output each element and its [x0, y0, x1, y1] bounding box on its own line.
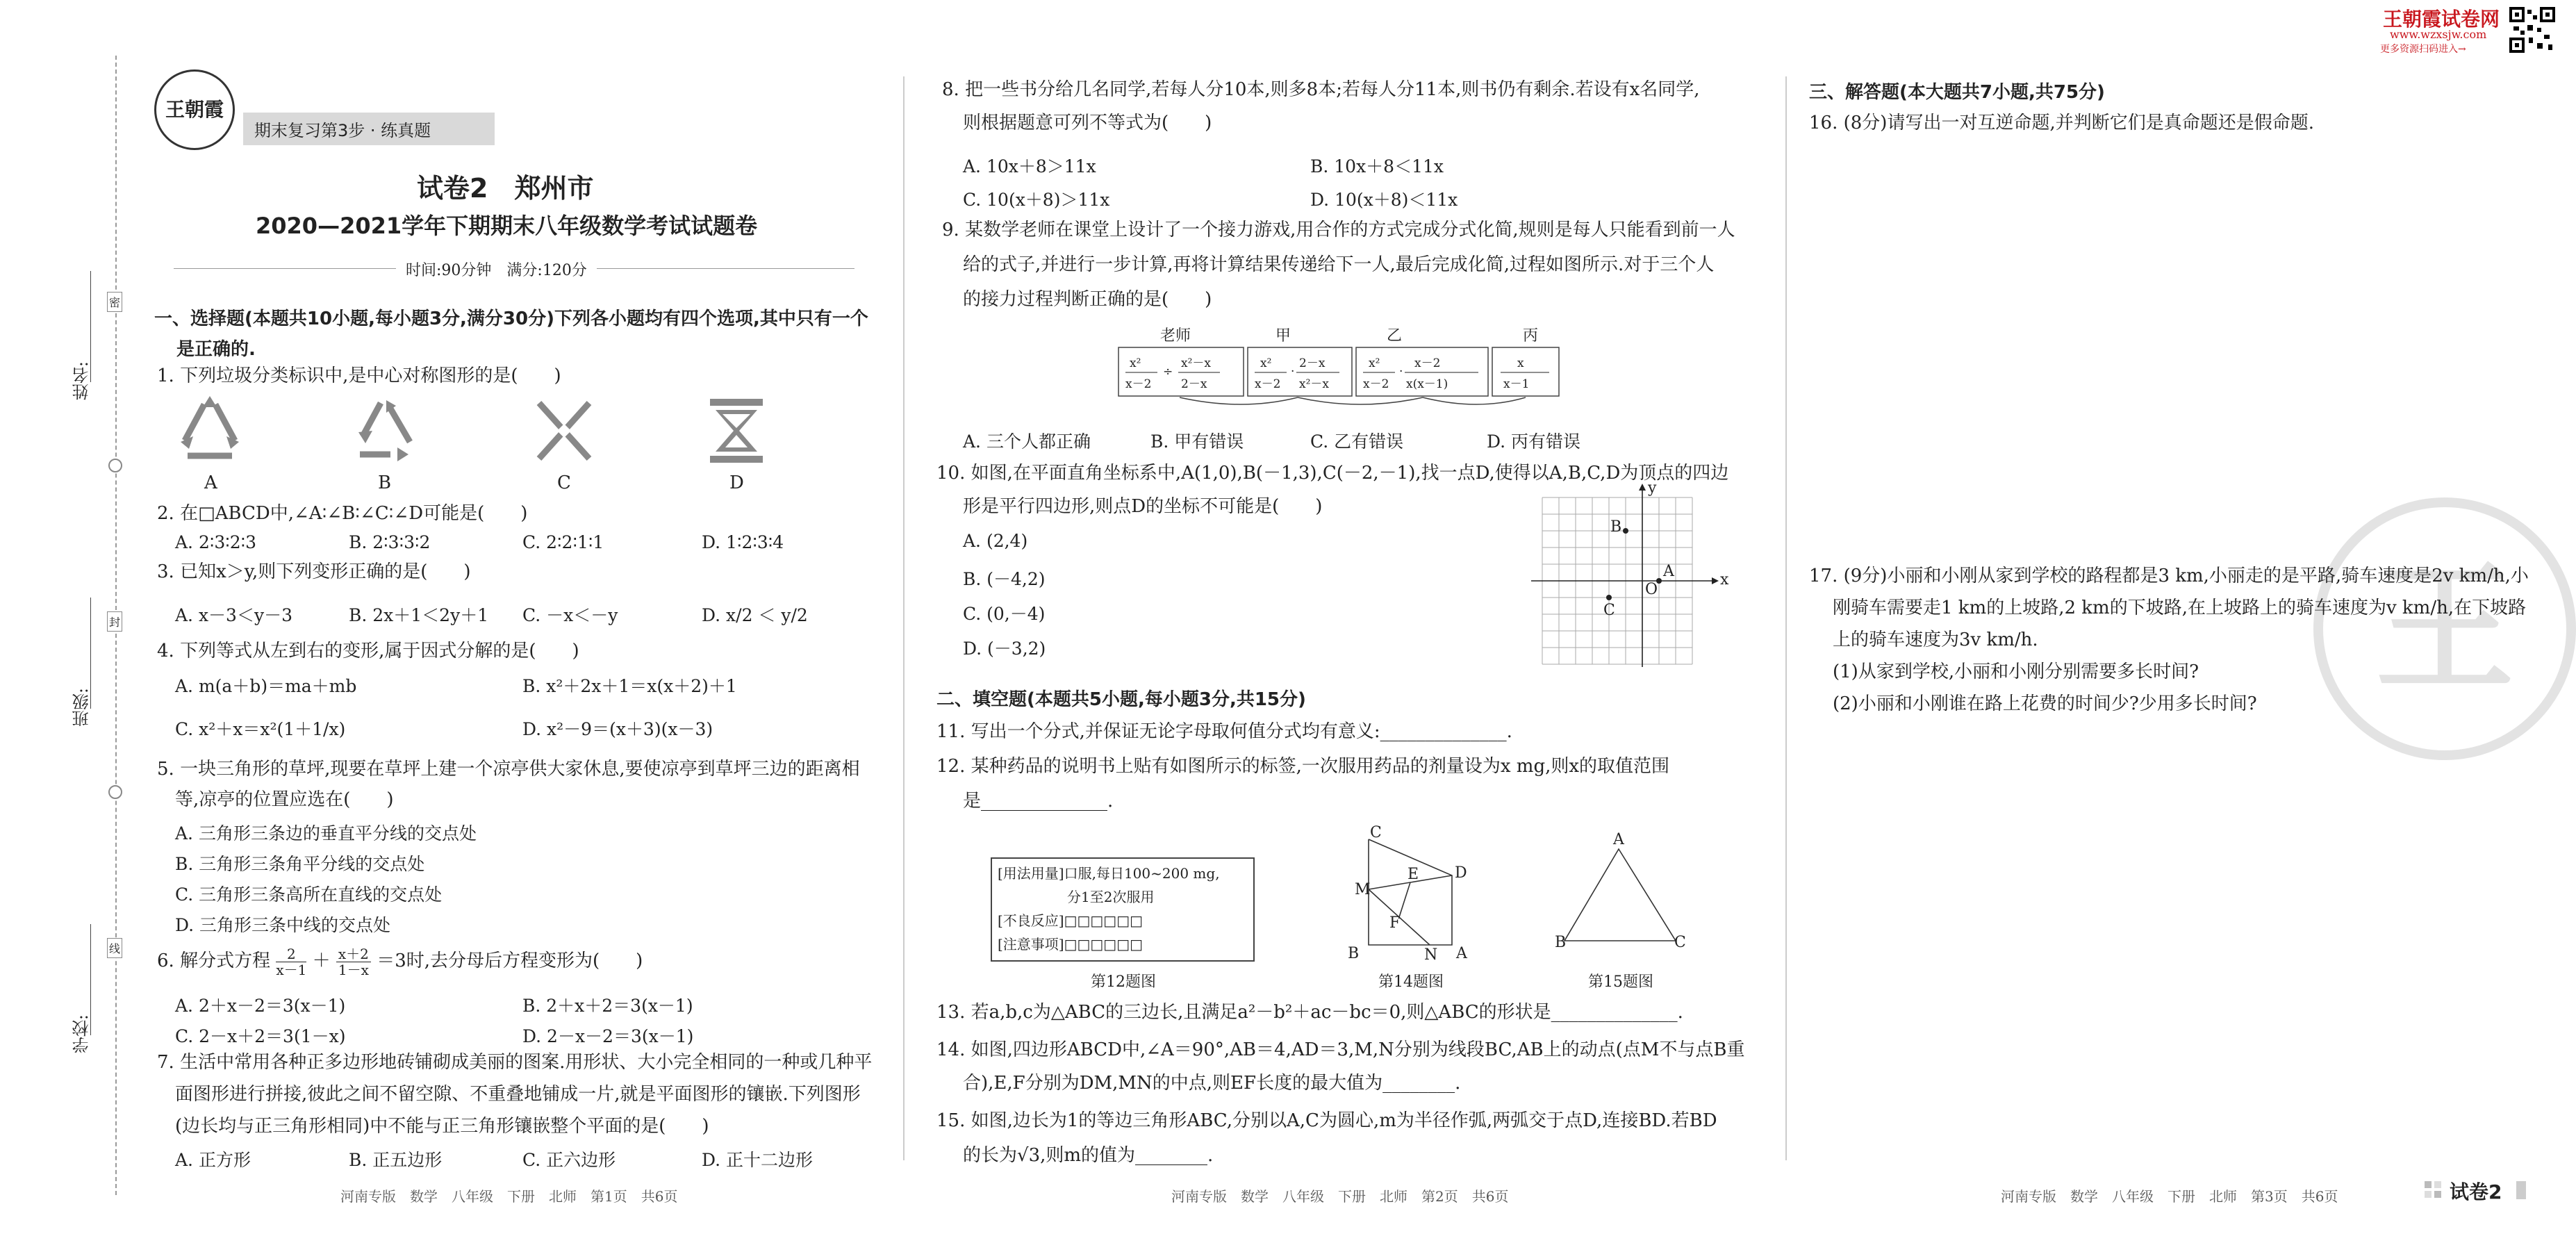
svg-text:·: ·	[1399, 365, 1403, 379]
q9-option-c: C. 乙有错误	[1310, 431, 1404, 452]
svg-text:x－2: x－2	[1414, 356, 1441, 370]
q6-option-d: D. 2－x－2＝3(x－1)	[522, 1026, 694, 1046]
seal-mark: 线	[107, 938, 122, 958]
q8-option-d: D. 10(x＋8)＜11x	[1310, 190, 1458, 210]
q12-caption: 第12题图	[1091, 973, 1156, 991]
section1-heading: 一、选择题(本题共10小题,每小题3分,满分30分)下列各小题均有四个选项,其中只有一个	[154, 308, 868, 329]
q9-role-teacher: 老师	[1160, 327, 1191, 345]
q6-equation-tail: ＝3时,去分母后方程变形为( )	[377, 950, 643, 971]
seal-mark: 封	[107, 611, 122, 632]
binding-hole	[108, 459, 122, 472]
q12-label-line: 分1至2次服用	[1067, 889, 1155, 905]
svg-text:x(x－1): x(x－1)	[1406, 377, 1448, 391]
q5-text: 5. 一块三角形的草坪,现要在草坪上建一个凉亭供大家休息,要使凉亭到草坪三边的距离相	[157, 759, 860, 780]
q9-role-yi: 乙	[1387, 327, 1403, 345]
section3-heading: 三、解答题(本大题共7小题,共75分)	[1809, 82, 2105, 103]
column-divider	[1785, 76, 1787, 1160]
q4-option-c: C. x²＋x＝x²(1＋1/x)	[175, 719, 346, 739]
class-blank	[90, 598, 91, 709]
q17-part-2: (2)小丽和小刚谁在路上花费的时间少?少用多长时间?	[1833, 693, 2257, 714]
q15-text-cont: 的长为√3,则m的值为________.	[963, 1145, 1214, 1166]
q1-option-a-label: A	[204, 472, 217, 493]
svg-text:x－1: x－1	[1503, 377, 1530, 391]
q12-label-line: [用法用量]口服,每日100~200 mg,	[998, 865, 1220, 882]
exam-meta: 时间:90分钟 满分:120分	[396, 258, 597, 280]
q9-relay-diagram	[1117, 345, 1562, 411]
q10-coordinate-grid	[1528, 484, 1730, 668]
svg-text:x²－x: x²－x	[1299, 377, 1329, 391]
q10-point-c-label: C	[1603, 602, 1615, 619]
q10-point-a-label: A	[1663, 563, 1674, 580]
q6-text	[157, 945, 643, 978]
q15-text: 15. 如图,边长为1的等边三角形ABC,分别以A,C为圆心,m为半径作弧,两弧交于点D,连接BD.若BD	[936, 1110, 1717, 1131]
q14-point-m-label: M	[1355, 881, 1371, 898]
q9-option-b: B. 甲有错误	[1150, 431, 1244, 452]
q10-y-axis-label: y	[1648, 479, 1657, 497]
q17-text-cont: 刚骑车需要走1 km的上坡路,2 km的下坡路,在上坡路上的骑车速度为v km/h,在下坡路	[1833, 598, 2527, 618]
q6-option-a: A. 2＋x－2＝3(x－1)	[175, 996, 346, 1016]
q5-option-c: C. 三角形三条高所在直线的交点处	[175, 884, 443, 905]
q14-text: 14. 如图,四边形ABCD中,∠A＝90°,AB＝4,AD＝3,M,N分别为线段BC,AB上的动点(点M不与点B重	[936, 1039, 1745, 1060]
q6-fraction-1	[276, 946, 306, 978]
page-footer: 河南专版 数学 八年级 下册 北师 第3页 共6页	[2001, 1188, 2338, 1205]
q3-option-c: C. －x＜－y	[522, 605, 618, 625]
svg-text:·: ·	[1291, 365, 1295, 379]
brand-name: 王朝霞试卷网	[2383, 8, 2500, 31]
q4-option-d: D. x²－9＝(x＋3)(x－3)	[522, 719, 713, 739]
svg-text:x²－x: x²－x	[1181, 356, 1211, 370]
q9-text-cont: 的接力过程判断正确的是( )	[963, 289, 1212, 310]
q17-text: 17. (9分)小丽和小刚从家到学校的路程都是3 km,小丽走的是平路,骑车速度是2v km/h,小	[1809, 566, 2529, 586]
q3-option-a: A. x－3＜y－3	[175, 605, 292, 625]
q9-role-jia: 甲	[1275, 327, 1291, 345]
svg-text:x²: x²	[1369, 356, 1380, 370]
recycle-a-icon	[175, 396, 245, 466]
q8-option-a: A. 10x＋8＞11x	[963, 156, 1096, 176]
q12-text: 12. 某种药品的说明书上贴有如图所示的标签,一次服用药品的剂量设为x mg,则x的取值范围	[936, 756, 1670, 777]
q3-option-d: D. x/2 ＜ y/2	[702, 605, 808, 625]
page-footer: 河南专版 数学 八年级 下册 北师 第2页 共6页	[1171, 1188, 1509, 1205]
q10-origin-label: O	[1645, 581, 1658, 598]
q14-point-n-label: N	[1424, 946, 1438, 964]
page-footer: 河南专版 数学 八年级 下册 北师 第1页 共6页	[340, 1188, 678, 1205]
q17-text-cont: 上的骑车速度为3v km/h.	[1833, 629, 2038, 650]
q7-option-d: D. 正十二边形	[702, 1150, 814, 1170]
q6-prefix: 6. 解分式方程	[157, 950, 271, 971]
q14-text-cont: 合),E,F分别为DM,MN的中点,则EF长度的最大值为________.	[963, 1073, 1461, 1094]
q7-text-cont: (边长均与正三角形相同)中不能与正三角形镶嵌整个平面的是( )	[175, 1116, 709, 1137]
q10-option-c: C. (0,－4)	[963, 604, 1046, 624]
q5-option-a: A. 三角形三条边的垂直平分线的交点处	[175, 823, 477, 843]
paper-title: 试卷2 郑州市	[417, 173, 594, 204]
svg-text:x: x	[1517, 356, 1524, 370]
school-blank	[90, 924, 91, 1035]
q4-text: 4. 下列等式从左到右的变形,属于因式分解的是( )	[157, 641, 579, 661]
q10-text-cont: 形是平行四边形,则点D的坐标不可能是( )	[963, 496, 1323, 517]
q14-point-e-label: E	[1407, 866, 1419, 883]
svg-text:x²: x²	[1130, 356, 1141, 370]
q16-text: 16. (8分)请写出一对互逆命题,并判断它们是真命题还是假命题.	[1809, 113, 2314, 133]
q14-point-c-label: C	[1370, 824, 1382, 841]
q10-point-b-label: B	[1610, 518, 1622, 536]
q6-plus: ＋	[312, 950, 331, 971]
q10-option-a: A. (2,4)	[963, 531, 1028, 551]
seal-mark: 密	[107, 292, 122, 312]
svg-text:x－2: x－2	[1255, 377, 1281, 391]
q1-option-c-label: C	[557, 472, 571, 493]
svg-text:2－x: 2－x	[1299, 356, 1326, 370]
q6-fraction-2	[336, 946, 371, 978]
q15-point-a-label: A	[1613, 831, 1624, 848]
q7-text: 7. 生活中常用各种正多边形地砖铺砌成美丽的图案.用形状、大小完全相同的一种或几种平	[157, 1052, 873, 1073]
school-label: 学校:	[72, 1014, 92, 1054]
q2-option-a: A. 2∶3∶2∶3	[175, 532, 257, 552]
q4-option-b: B. x²＋2x＋1＝x(x＋2)＋1	[522, 676, 737, 696]
q12-label-line: [注意事项]□□□□□□	[998, 936, 1143, 953]
q11-text: 11. 写出一个分式,并保证无论字母取何值分式均有意义:______________.	[936, 721, 1512, 742]
q7-option-a: A. 正方形	[175, 1150, 251, 1170]
q5-option-b: B. 三角形三条角平分线的交点处	[175, 854, 425, 874]
q15-triangle-figure	[1556, 843, 1688, 948]
paper-tag: 试卷2	[2450, 1180, 2502, 1203]
q2-option-c: C. 2∶2∶1∶1	[522, 532, 604, 552]
watermark-text: 王	[2375, 547, 2514, 710]
q14-caption: 第14题图	[1378, 973, 1444, 991]
q10-x-axis-label: x	[1720, 571, 1729, 588]
q6-f1-den: x－1	[276, 961, 307, 978]
q17-part-1: (1)从家到学校,小丽和小刚分别需要多长时间?	[1833, 661, 2199, 682]
q2-option-d: D. 1∶2∶3∶4	[702, 532, 784, 552]
q14-point-d-label: D	[1455, 864, 1467, 882]
brand-logo	[154, 69, 235, 150]
svg-text:÷: ÷	[1163, 365, 1173, 379]
q5-option-d: D. 三角形三条中线的交点处	[175, 915, 391, 935]
q13-text: 13. 若a,b,c为△ABC的三边长,且满足a²－b²＋ac－bc＝0,则△ABC的形状是______________.	[936, 1002, 1683, 1023]
q15-point-c-label: C	[1674, 934, 1686, 951]
q8-option-c: C. 10(x＋8)＞11x	[963, 190, 1110, 210]
q9-text: 9. 某数学老师在课堂上设计了一个接力游戏,用合作的方式完成分式化简,规则是每人只能看到前一人	[942, 220, 1735, 240]
q12-medicine-label	[991, 857, 1255, 962]
q7-option-b: B. 正五边形	[349, 1150, 443, 1170]
q10-option-d: D. (－3,2)	[963, 639, 1046, 659]
q9-option-a: A. 三个人都正确	[963, 431, 1091, 452]
q14-point-a-label: A	[1456, 945, 1467, 962]
q3-option-b: B. 2x＋1＜2y＋1	[349, 605, 489, 625]
q9-role-bing: 丙	[1523, 327, 1539, 345]
q10-option-b: B. (－4,2)	[963, 569, 1046, 589]
q8-option-b: B. 10x＋8＜11x	[1310, 156, 1444, 176]
svg-text:2－x: 2－x	[1181, 377, 1207, 391]
recycle-d-icon	[702, 396, 771, 466]
svg-text:x－2: x－2	[1125, 377, 1152, 391]
q7-text-cont: 面图形进行拼接,彼此之间不留空隙、不重叠地铺成一片,就是平面图形的镶嵌.下列图形	[175, 1084, 861, 1105]
binding-hole	[108, 785, 122, 799]
q15-point-b-label: B	[1555, 934, 1567, 951]
column-divider	[903, 76, 905, 1160]
q3-text: 3. 已知x＞y,则下列变形正确的是( )	[157, 561, 471, 582]
q2-option-b: B. 2∶3∶3∶2	[349, 532, 431, 552]
q6-f2-den: 1－x	[338, 961, 369, 978]
q6-option-b: B. 2＋x＋2＝3(x－1)	[522, 996, 693, 1016]
paper-subtitle: 2020—2021学年下期期末八年级数学考试试题卷	[256, 213, 758, 239]
q12-text-cont: 是______________.	[963, 791, 1114, 812]
brand-slogan: 更多资源扫码进入→	[2380, 44, 2466, 55]
q8-text: 8. 把一些书分给几名同学,若每人分10本,则多8本;若每人分11本,则书仍有剩余.若设有x名同学,	[942, 79, 1700, 100]
section2-heading: 二、填空题(本题共5小题,每小题3分,共15分)	[936, 689, 1306, 710]
q7-option-c: C. 正六边形	[522, 1150, 616, 1170]
name-blank	[90, 271, 91, 382]
q9-text-cont: 给的式子,并进行一步计算,再将计算结果传递给下一人,最后完成化简,过程如图所示.对于三个人	[963, 254, 1715, 275]
qr-code-icon	[2509, 7, 2555, 53]
recycle-c-icon	[529, 396, 599, 466]
section1-heading-cont: 是正确的.	[176, 339, 256, 360]
q1-option-b-label: B	[378, 472, 392, 493]
q8-text-cont: 则根据题意可列不等式为( )	[963, 113, 1212, 133]
class-label: 班级:	[72, 688, 92, 727]
q6-f2-num: x＋2	[336, 946, 371, 962]
q1-option-d-label: D	[729, 472, 744, 493]
q4-option-a: A. m(a＋b)＝ma＋mb	[175, 676, 357, 696]
q6-f1-num: 2	[276, 946, 306, 962]
q14-point-b-label: B	[1348, 945, 1360, 962]
paper-tag-marker	[2516, 1181, 2526, 1199]
q15-caption: 第15题图	[1588, 973, 1653, 991]
watermark-seal	[2313, 497, 2576, 760]
q2-text: 2. 在□ABCD中,∠A∶∠B∶∠C∶∠D可能是( )	[157, 503, 528, 524]
name-label: 姓名:	[72, 361, 92, 401]
logo-text: 王朝霞	[165, 98, 224, 121]
recycle-b-icon	[349, 396, 418, 466]
svg-text:x－2: x－2	[1363, 377, 1389, 391]
q12-label-line: [不良反应]□□□□□□	[998, 912, 1143, 929]
q9-option-d: D. 丙有错误	[1487, 431, 1581, 452]
corner-pattern-icon	[2425, 1181, 2441, 1198]
review-banner: 期末复习第3步 · 练真题	[243, 113, 495, 145]
q5-text-cont: 等,凉亭的位置应选在( )	[175, 789, 394, 810]
q10-text: 10. 如图,在平面直角坐标系中,A(1,0),B(－1,3),C(－2,－1),找一点D,使得以A,B,C,D为顶点的四边	[936, 463, 1729, 484]
q14-point-f-label: F	[1389, 914, 1401, 932]
q1-text: 1. 下列垃圾分类标识中,是中心对称图形的是( )	[157, 365, 561, 386]
q6-option-c: C. 2－x＋2＝3(1－x)	[175, 1026, 346, 1046]
brand-url: www.wzxsjw.com	[2390, 28, 2487, 41]
svg-text:x²: x²	[1260, 356, 1272, 370]
